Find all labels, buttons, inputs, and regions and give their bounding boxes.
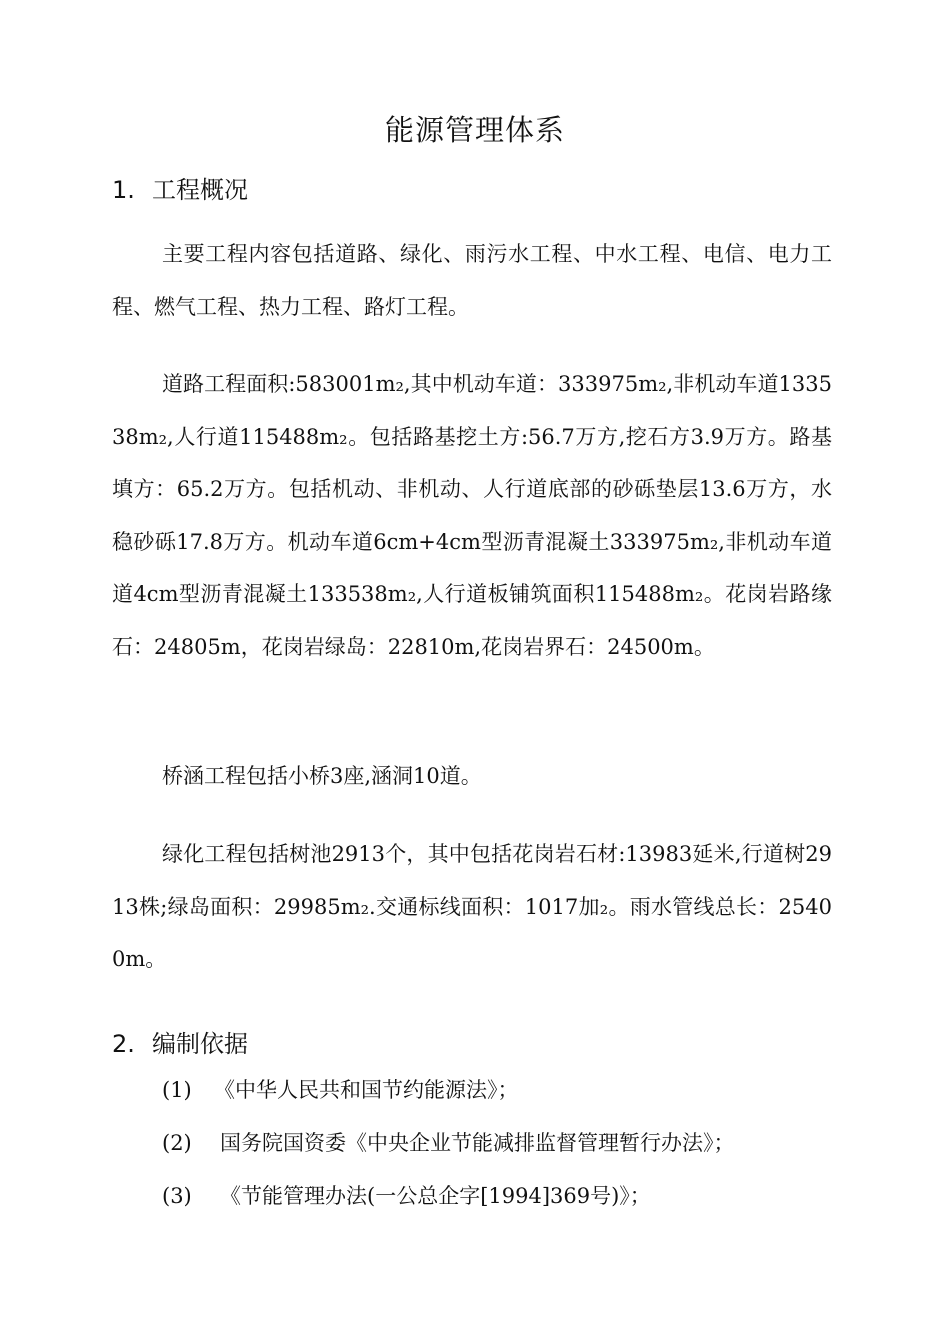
reference-item bbox=[162, 1180, 651, 1210]
section-1-heading bbox=[112, 170, 248, 205]
section-title: 编制依据 bbox=[152, 1030, 248, 1058]
paragraph-scope: 主要工程内容包括道路、绿化、雨污水工程、中水工程、电信、电力工程、燃气工程、热力工程、路灯工程。 bbox=[112, 242, 832, 319]
item-marker: (1) bbox=[162, 1078, 192, 1102]
reference-item bbox=[162, 1074, 519, 1104]
section-2-heading bbox=[112, 1024, 248, 1059]
paragraph-bridges: 桥涵工程包括小桥3座,涵洞10道。 bbox=[162, 764, 482, 788]
paragraph-road-works: 道路工程面积:583001m₂,其中机动车道：333975m₂,非机动车道133538m₂,人行道115488m₂。包括路基挖土方:56.7万方,挖石方3.9万方。路基填方：65.2万方。包括机动、非机动、人行道底部的砂砾垫层13.6万方，水稳砂砾17.8万方。机动车道6cm+4cm型沥青混凝土333975m₂,非机动车道道4cm型沥青混凝土133538m₂,人行道板铺筑面积115488m₂。花岗岩路缘石：24805m，花岗岩绿岛：22810m,花岗岩界石：24500m。 bbox=[112, 372, 832, 659]
item-text: 国务院国资委《中央企业节能减排监督管理暂行办法》； bbox=[220, 1131, 735, 1155]
item-marker: (3) bbox=[162, 1184, 192, 1208]
section-number: 2. bbox=[112, 1030, 135, 1058]
item-text: 《节能管理办法(一公总企字[1994]369号)》； bbox=[220, 1184, 651, 1208]
paragraph-greening: 绿化工程包括树池2913个，其中包括花岗岩石材:13983延米,行道树2913株;绿岛面积：29985m₂.交通标线面积：1017加₂。雨水管线总长：25400m。 bbox=[112, 842, 832, 971]
item-text: 《中华人民共和国节约能源法》； bbox=[214, 1078, 519, 1102]
reference-item bbox=[162, 1127, 735, 1157]
section-number: 1. bbox=[112, 176, 135, 204]
item-marker: (2) bbox=[162, 1131, 192, 1155]
section-title: 工程概况 bbox=[152, 176, 248, 204]
document-title: 能源管理体系 bbox=[384, 113, 565, 147]
